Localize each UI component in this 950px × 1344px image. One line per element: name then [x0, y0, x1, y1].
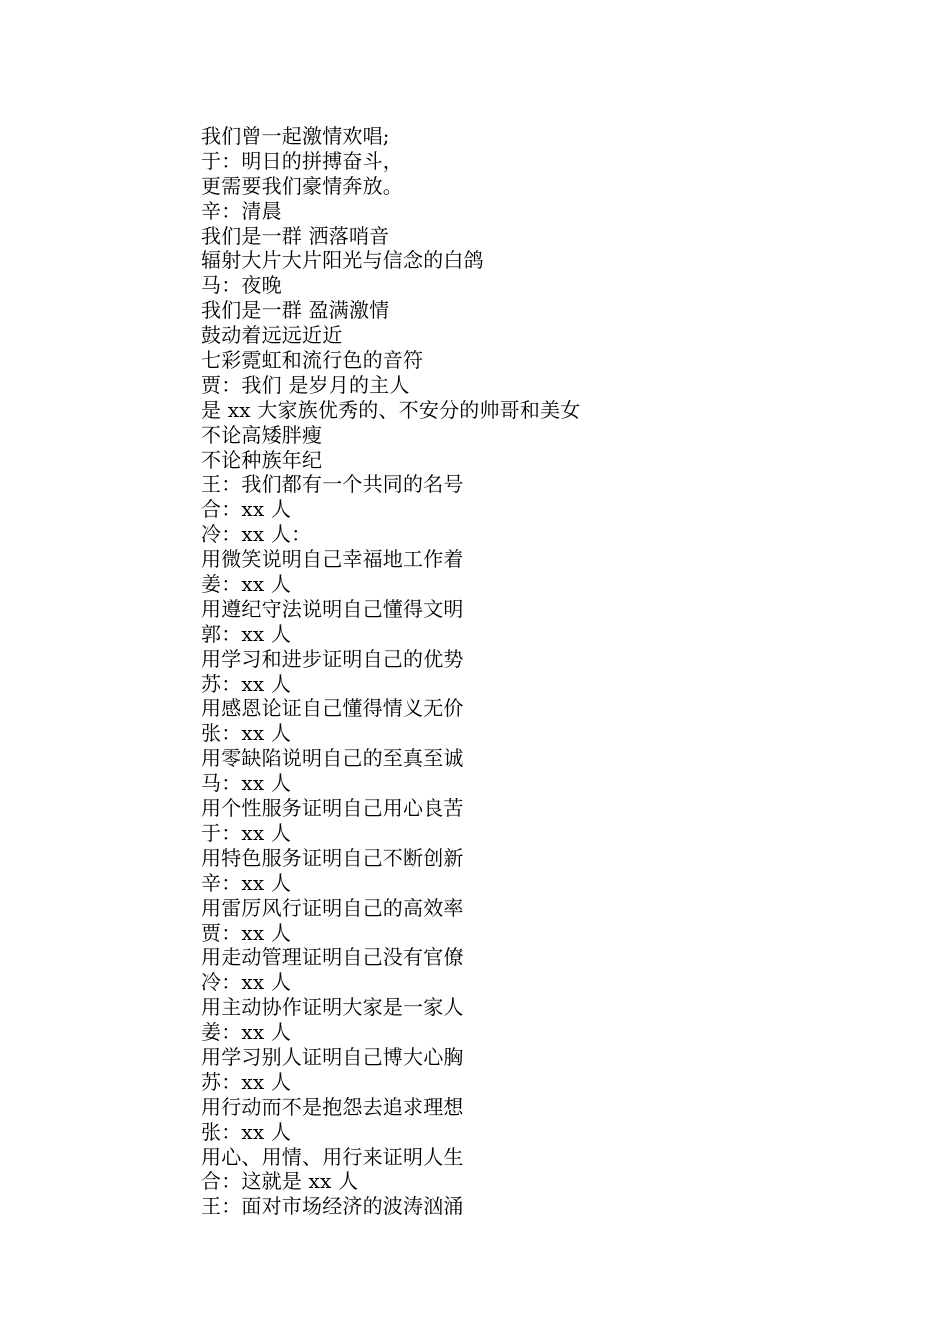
text-line: 冷：xx 人: [201, 970, 292, 995]
text-line: 我们是一群 洒落哨音: [201, 223, 390, 248]
poem-text-block: [201, 124, 901, 1219]
text-line: 马：夜晚: [201, 273, 282, 298]
text-line: 更需要我们豪情奔放。: [201, 173, 403, 198]
text-line: 苏：xx 人: [201, 671, 292, 696]
text-line: 用个性服务证明自己用心良苦: [201, 796, 464, 821]
text-line: 用行动而不是抱怨去追求理想: [201, 1094, 464, 1119]
text-line: 姜：xx 人: [201, 572, 292, 597]
text-line: 用遵纪守法说明自己懂得文明: [201, 596, 464, 621]
text-line: 张：xx 人: [201, 1119, 292, 1144]
text-line: 用学习别人证明自己博大心胸: [201, 1044, 464, 1069]
text-line: 苏：xx 人: [201, 1069, 292, 1094]
text-line: 王：我们都有一个共同的名号: [201, 472, 464, 497]
text-line: 我们曾一起激情欢唱;: [201, 124, 390, 148]
text-line: 合：这就是 xx 人: [201, 1169, 359, 1194]
text-line: 用零缺陷说明自己的至真至诚: [201, 746, 464, 771]
text-line: 辛：xx 人: [201, 870, 292, 895]
text-line: 用学习和进步证明自己的优势: [201, 646, 464, 671]
text-line: 于：xx 人: [201, 820, 292, 845]
text-line: 用走动管理证明自己没有官僚: [201, 945, 464, 970]
text-line: 冷：xx 人：: [201, 522, 312, 547]
text-line: 用微笑说明自己幸福地工作着: [201, 547, 464, 572]
text-line: 张：xx 人: [201, 721, 292, 746]
text-line: 贾：xx 人: [201, 920, 292, 945]
text-line: 用心、用情、用行来证明人生: [201, 1144, 464, 1169]
text-line: 用特色服务证明自己不断创新: [201, 845, 464, 870]
text-line: 不论高矮胖瘦: [201, 422, 323, 447]
text-line: 马：xx 人: [201, 771, 292, 796]
text-line: 鼓动着远远近近: [201, 323, 343, 348]
text-line: 用主动协作证明大家是一家人: [201, 995, 464, 1020]
text-line: 不论种族年纪: [201, 447, 323, 472]
text-line: 姜：xx 人: [201, 1020, 292, 1045]
text-line: 辛：清晨: [201, 198, 282, 223]
text-line: 贾：我们 是岁月的主人: [201, 372, 410, 397]
text-line: 是 xx 大家族优秀的、不安分的帅哥和美女: [201, 397, 581, 422]
text-line: 辐射大片大片阳光与信念的白鸽: [201, 248, 484, 273]
text-line: 郭：xx 人: [201, 621, 292, 646]
text-line: 于：明日的拼搏奋斗，: [201, 148, 403, 173]
text-line: 我们是一群 盈满激情: [201, 298, 390, 323]
text-line: 王：面对市场经济的波涛汹涌: [201, 1194, 464, 1219]
text-line: 合：xx 人: [201, 497, 292, 522]
text-line: 用感恩论证自己懂得情义无价: [201, 696, 464, 721]
text-line: 用雷厉风行证明自己的高效率: [201, 895, 464, 920]
text-line: 七彩霓虹和流行色的音符: [201, 348, 424, 373]
